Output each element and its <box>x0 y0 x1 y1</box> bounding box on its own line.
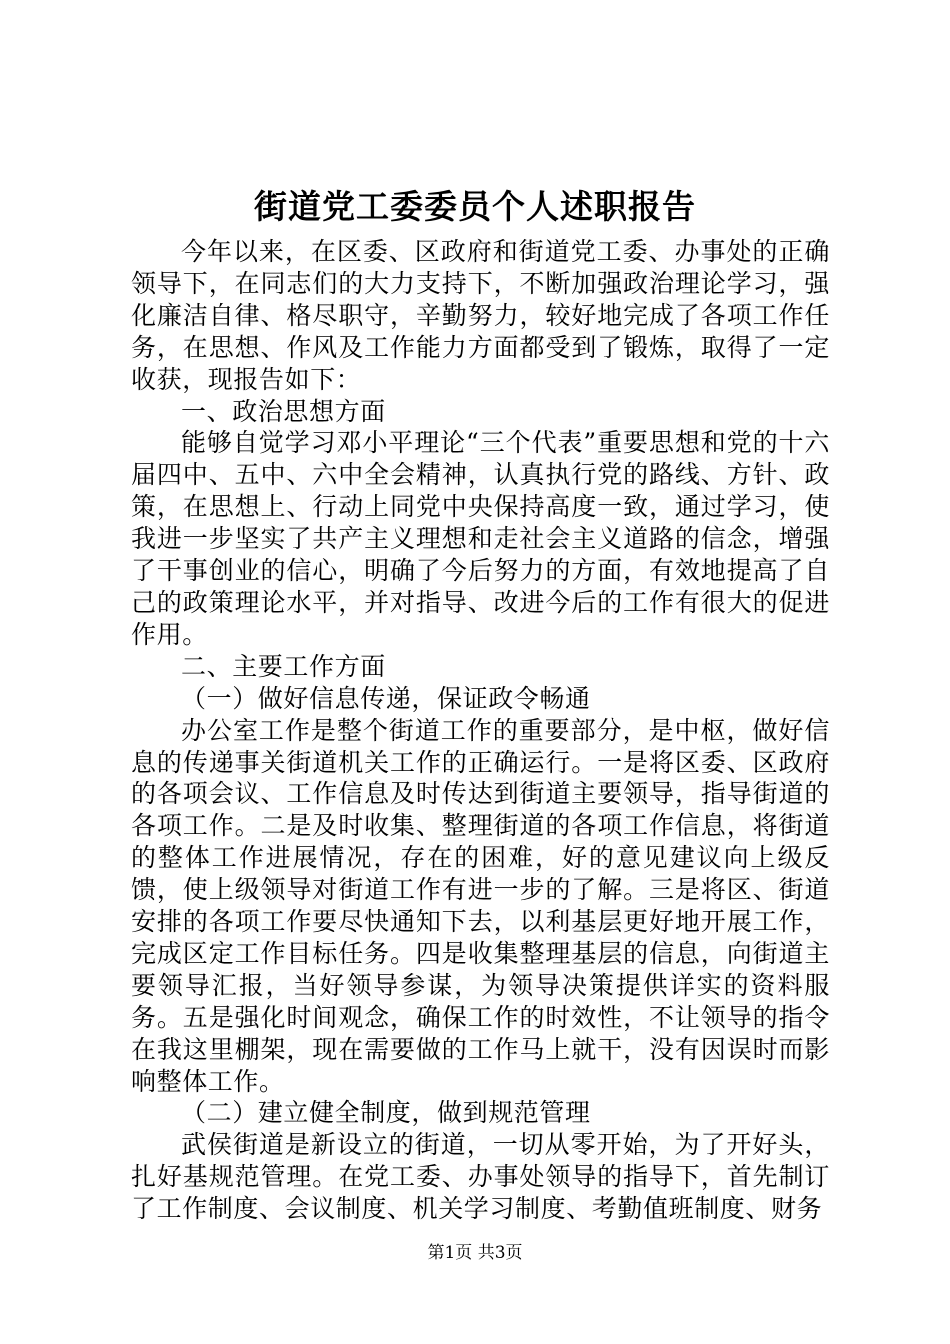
paragraph-intro: 今年以来，在区委、区政府和街道党工委、办事处的正确领导下，在同志们的大力支持下，不断加强政治理论学习，强化廉洁自律、格尽职守，辛勤努力，较好地完成了各项工作任务，在思想、作风及工作能力方面都受到了锻炼，取得了一定收获，现报告如下： <box>131 237 830 394</box>
paragraph-system: 武侯街道是新设立的街道，一切从零开始，为了开好头，扎好基规范管理。在党工委、办事处领导的指导下，首先制订了工作制度、会议制度、机关学习制度、考勤值班制度、财务 <box>131 1130 830 1224</box>
paragraph-political: 能够自觉学习邓小平理论“三个代表”重要思想和党的十六届四中、五中、六中全会精神，认真执行党的路线、方针、政策，在思想上、行动上同党中央保持高度一致，通过学习，使我进一步坚实了共产主义理想和走社会主义道路的信念，增强了干事创业的信心，明确了今后努力的方面，有效地提高了自己的政策理论水平，并对指导、改进今后的工作有很大的促进作用。 <box>131 428 830 649</box>
subsection-heading-system: （二）建立健全制度，做到规范管理 <box>181 1098 591 1128</box>
document-body <box>131 236 830 1225</box>
section-heading-political: 一、政治思想方面 <box>181 396 386 426</box>
paragraph-information: 办公室工作是整个街道工作的重要部分，是中枢，做好信息的传递事关街道机关工作的正确运行。一是将区委、区政府的各项会议、工作信息及时传达到街道主要领导，指导街道的各项工作。二是及时收集、整理街道的各项工作信息，将街道的整体工作进展情况，存在的困难，好的意见建议向上级反馈，使上级领导对街道工作有进一步的了解。三是将区、街道安排的各项工作要尽快通知下去，以利基层更好地开展工作，完成区定工作目标任务。四是收集整理基层的信息，向街道主要领导汇报，当好领导参谋，为领导决策提供详实的资料服务。五是强化时间观念，确保工作的时效性，不让领导的指令在我这里棚架，现在需要做的工作马上就干，没有因误时而影响整体工作。 <box>131 715 830 1096</box>
document-title: 街道党工委委员个人述职报告 <box>254 187 696 226</box>
subsection-heading-information: （一）做好信息传递，保证政令畅通 <box>181 683 591 713</box>
section-heading-work: 二、主要工作方面 <box>181 651 386 681</box>
page-number-footer: 第1页 共3页 <box>427 1243 523 1263</box>
